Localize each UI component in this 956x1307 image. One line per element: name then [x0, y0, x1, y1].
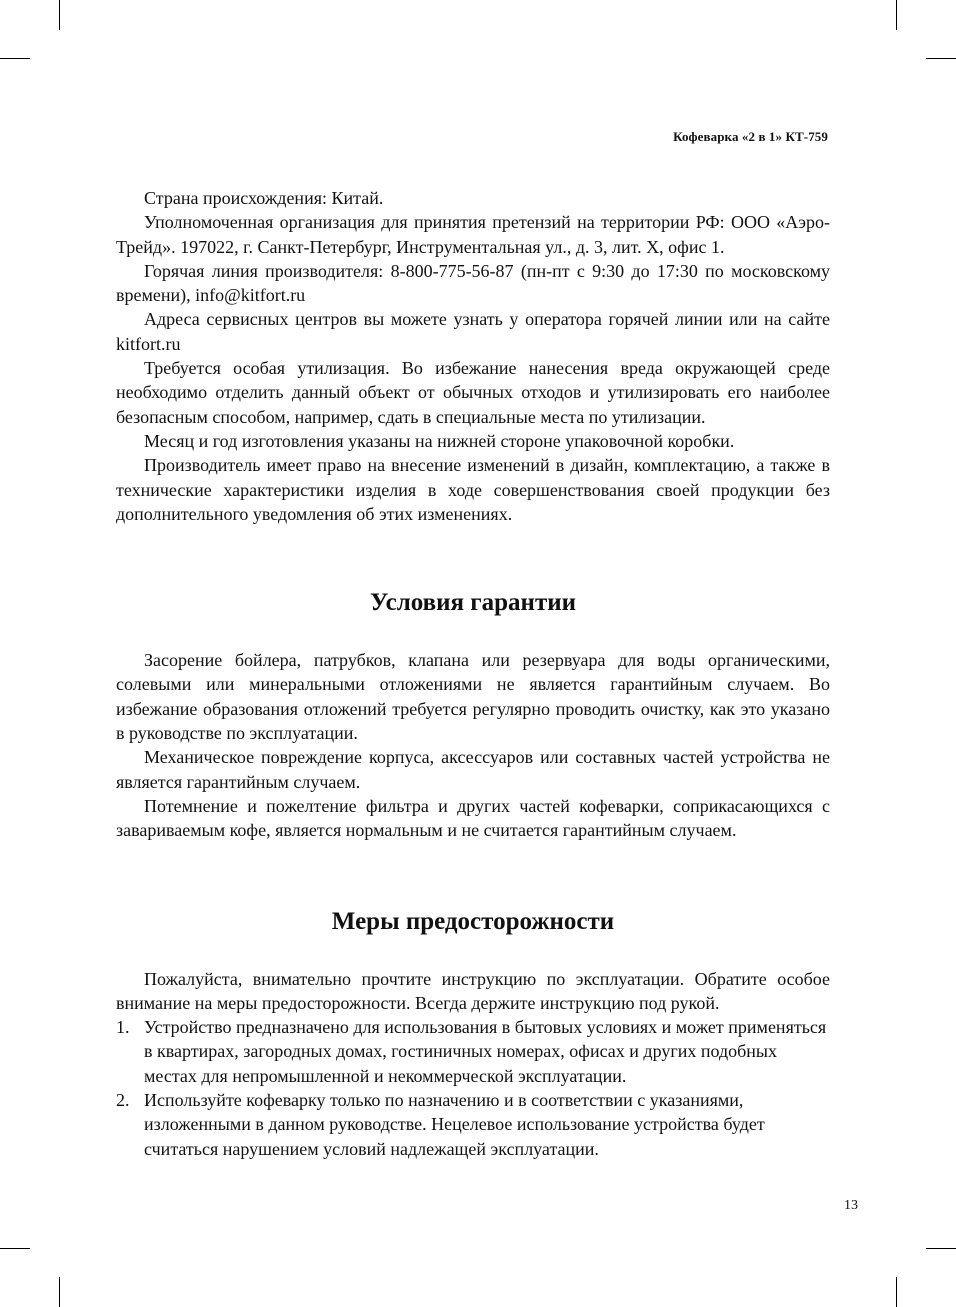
page-content — [116, 186, 830, 1161]
list-item — [116, 1015, 830, 1088]
crop-mark-bottom-left — [59, 1277, 60, 1307]
running-header: Кофеварка «2 в 1» КТ-759 — [673, 129, 828, 144]
paragraph: Месяц и год изготовления указаны на нижней стороне упаковочной коробки. — [144, 430, 735, 451]
list-item — [116, 1088, 830, 1161]
paragraph: Горячая линия производителя: 8-800-775-56-87 (пн-пт с 9:30 до 17:30 по московскому времени), info@kitfort.ru — [116, 260, 830, 306]
list-item-number: 1. — [116, 1017, 130, 1038]
section-heading-warranty: Условия гарантии — [369, 589, 577, 617]
paragraph: Страна происхождения: Китай. — [144, 188, 384, 208]
intro-section — [116, 186, 830, 526]
paragraph: Адреса сервисных центров вы можете узнать у оператора горячей линии или на сайте kitfort.ru — [116, 309, 830, 354]
crop-mark-bottom-right — [896, 1277, 897, 1307]
precautions-list — [116, 1015, 830, 1161]
paragraph: Пожалуйста, внимательно прочтите инструкцию по эксплуатации. Обратите особое внимание на меры предосторожности. Всегда держите инструкцию под рукой. — [116, 968, 830, 1013]
warranty-section — [116, 648, 830, 842]
paragraph: Уполномоченная организация для принятия претензий на территории РФ: ООО «Аэро-Трейд». 197022, г. Санкт-Петербург, Инструментальная ул., д. 3, лит. Х, офис 1. — [116, 212, 830, 257]
crop-mark-top-right — [896, 0, 897, 30]
paragraph: Засорение бойлера, патрубков, клапана или резервуара для воды органическими, солевыми или минеральными отложениями не является гарантийным случаем. Во избежание образования отложений требуется регулярно проводить очистку, как это указано в руководстве по эксплуатации. — [116, 650, 830, 744]
list-item-number: 2. — [116, 1090, 130, 1111]
list-item-text: Используйте кофеварку только по назначению и в соответствии с указаниями, изложенными в данном руководстве. Нецелевое использование устройства будет считаться нарушением условий надлежащей эксплуатации. — [144, 1090, 765, 1159]
paragraph: Потемнение и пожелтение фильтра и других частей кофеварки, соприкасающихся с завариваемым кофе, является нормальным и не считается гарантийным случаем. — [116, 795, 830, 841]
crop-mark-right-top — [926, 58, 956, 59]
section-heading-precautions: Меры предосторожности — [331, 907, 615, 935]
crop-mark-left-top — [0, 58, 30, 59]
list-item-text: Устройство предназначено для использования в бытовых условиях и может применяться в квартирах, загородных домах, гостиничных номерах, офисах и других подобных местах для непромышленной и некоммерческой эксплуатации. — [144, 1017, 827, 1086]
paragraph: Производитель имеет право на внесение изменений в дизайн, комплектацию, а также в технические характеристики изделия в ходе совершенствования своей продукции без дополнительного уведомления об этих изменениях. — [116, 455, 830, 524]
crop-mark-top-left — [59, 0, 60, 30]
crop-mark-left-bottom — [0, 1248, 30, 1249]
crop-mark-right-bottom — [926, 1248, 956, 1249]
precautions-section — [116, 967, 830, 1161]
page-number: 13 — [844, 1198, 858, 1213]
paragraph: Механическое повреждение корпуса, аксессуаров или составных частей устройства не является гарантийным случаем. — [116, 747, 830, 792]
paragraph: Требуется особая утилизация. Во избежание нанесения вреда окружающей среде необходимо отделить данный объект от обычных отходов и утилизировать его наиболее безопасным способом, например, сдать в специальные места по утилизации. — [116, 358, 830, 427]
